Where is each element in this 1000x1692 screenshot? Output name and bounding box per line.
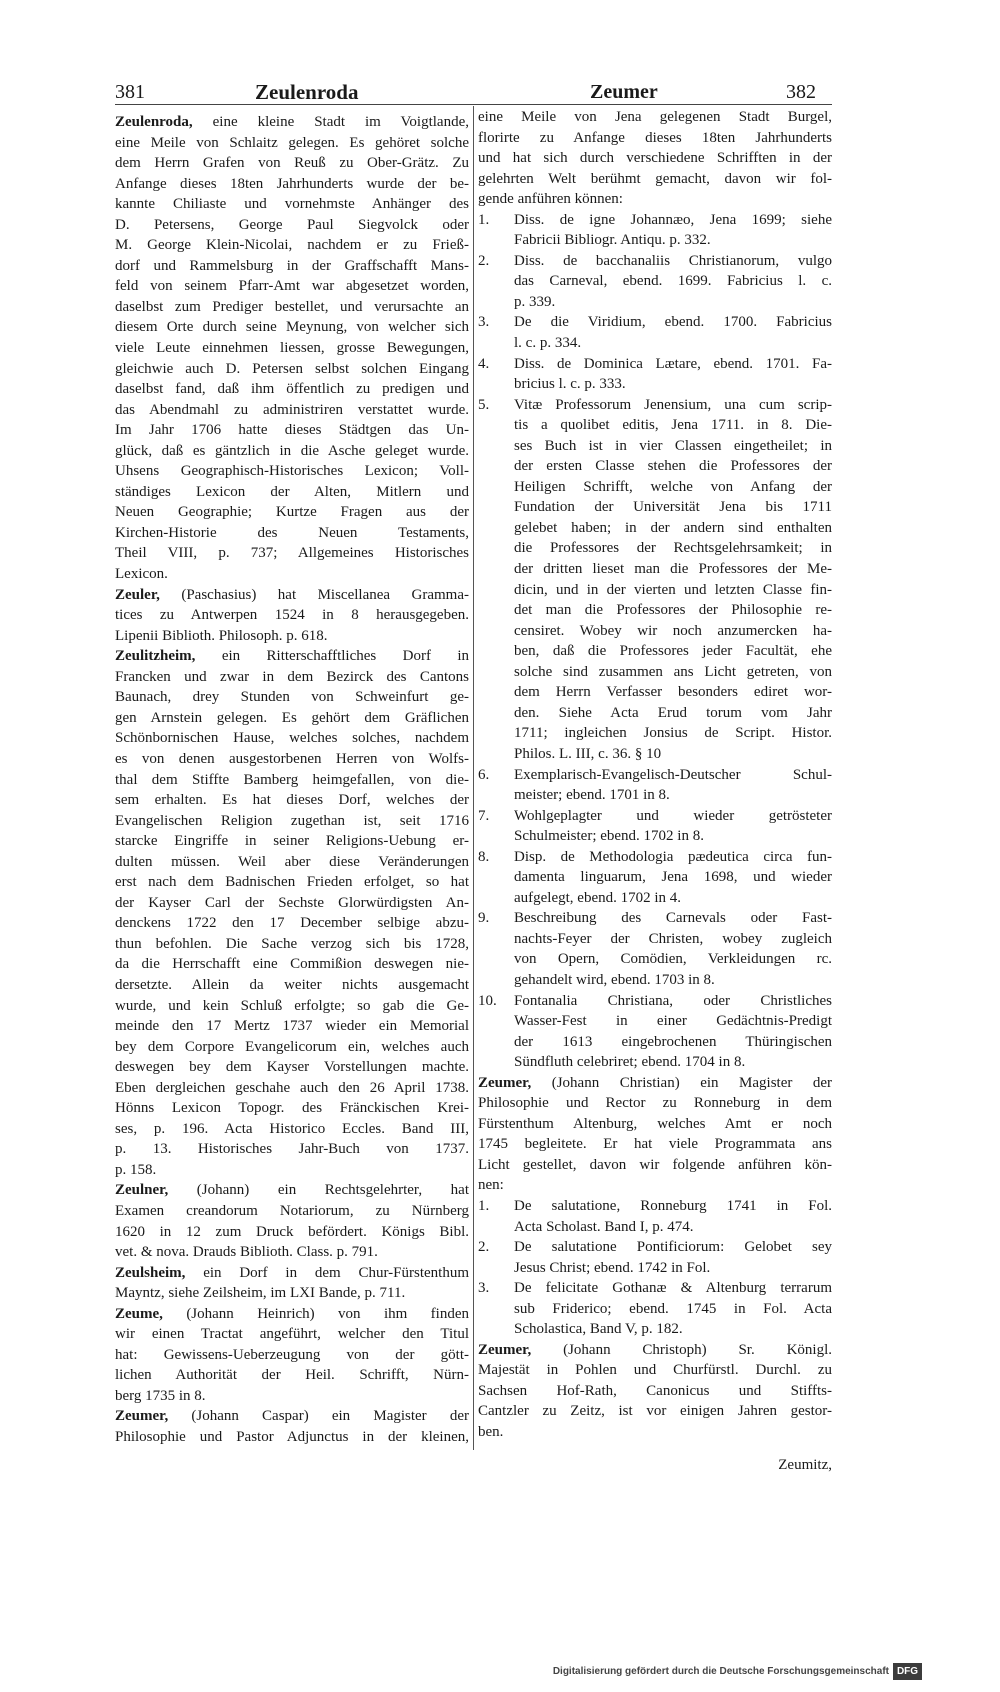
line-text: Lexicon. xyxy=(115,566,168,583)
text-line xyxy=(115,297,469,318)
text-line xyxy=(115,1119,469,1140)
line-text: Diss. de Dominica Lætare, ebend. 1701. Fa- xyxy=(514,355,832,372)
line-text: (Johann Heinrich) von ihm finden xyxy=(186,1305,469,1322)
dfg-logo-icon: DFG xyxy=(893,1663,922,1680)
list-number: 3. xyxy=(478,1280,490,1297)
line-text: Anfange dieses 18ten Jahrhunderts wurde der be- xyxy=(115,175,469,192)
text-line xyxy=(115,420,469,441)
line-text: kannte Chiliaste und vornehmste Anhänger des xyxy=(115,196,469,213)
text-line xyxy=(478,929,832,950)
line-text: p. 339. xyxy=(514,293,556,310)
line-text: Kirchen-Historie des Neuen Testaments, xyxy=(115,524,469,541)
text-line xyxy=(478,456,832,477)
text-line xyxy=(115,276,469,297)
text-line xyxy=(478,600,832,621)
line-text: eine Meile von Jena gelegenen Stadt Burgel, xyxy=(478,109,832,125)
line-text: denckens 1722 den 17 December selbige abzu- xyxy=(115,915,469,932)
entry-headword: Zeuler, xyxy=(115,586,160,603)
text-line xyxy=(115,215,469,236)
line-text: dem Herrn Grafen von Reuß zu Ober-Grätz. Zu xyxy=(115,155,469,172)
text-line xyxy=(115,543,469,564)
line-text: Beschreibung des Carnevals oder Fast- xyxy=(514,910,832,927)
text-line xyxy=(478,1360,832,1381)
text-line xyxy=(478,806,832,827)
text-line xyxy=(115,811,469,832)
line-text: sem erhalten. Es hat dieses Dorf, welches der xyxy=(115,792,469,809)
line-text: tis a quolibet editis, Jena 1711. in 8. Die- xyxy=(514,417,832,434)
line-text: Wasser-Fest in einer Gedächtnis-Predigt xyxy=(514,1013,832,1030)
text-line xyxy=(478,949,832,970)
text-line xyxy=(478,1114,832,1135)
line-text: Examen creandorum Notariorum, zu Nürnberg xyxy=(115,1202,469,1219)
line-text: solche sind zusammen ans Licht getreten, von xyxy=(514,663,832,680)
text-line xyxy=(115,708,469,729)
line-text: Acta Scholast. Band I, p. 474. xyxy=(514,1218,694,1235)
text-line xyxy=(478,703,832,724)
right-column xyxy=(478,107,832,1443)
text-line xyxy=(115,400,469,421)
line-text: dulten müssen. Weil aber diese Veränderungen xyxy=(115,853,469,870)
line-text: das Abendmahl zu administriren verstattet wurde. xyxy=(115,401,469,418)
line-text: eine Meile von Schlaitz gelegen. Es gehöret solche xyxy=(115,134,469,151)
text-line xyxy=(478,1401,832,1422)
line-text: gen Arnstein gelegen. Es gehört dem Gräflichen xyxy=(115,709,469,726)
line-text: D. Petersens, George Paul Siegvolck oder xyxy=(115,216,469,233)
text-line xyxy=(115,1345,469,1366)
entry-headword: Zeulitzheim, xyxy=(115,648,196,665)
line-text: Fundation der Universität Jena bis 1711 xyxy=(514,499,832,516)
text-line xyxy=(115,605,469,626)
text-line xyxy=(478,292,832,313)
line-text: damenta linguarum, Jena 1698, und wieder xyxy=(514,869,832,886)
text-line xyxy=(478,580,832,601)
running-head-right: Zeumer xyxy=(590,81,658,103)
text-line xyxy=(115,338,469,359)
list-number: 7. xyxy=(478,807,490,824)
text-line xyxy=(478,230,832,251)
line-text: ben, daß die Professores jeder Facultät, ehe xyxy=(514,643,832,660)
line-text: nachts-Feyer der Christen, wobey zugleich xyxy=(514,930,832,947)
line-text: Cantzler zu Zeitz, ist vor einigen Jahren gestor- xyxy=(478,1403,832,1420)
line-text: Diss. de igne Johannæo, Jena 1699; siehe xyxy=(514,211,832,228)
text-line xyxy=(115,1037,469,1058)
line-text: (Paschasius) hat Miscellanea Gramma- xyxy=(181,586,469,603)
line-text: Philos. L. III, c. 36. § 10 xyxy=(514,745,662,762)
text-line xyxy=(115,996,469,1017)
text-line xyxy=(478,497,832,518)
text-line xyxy=(115,482,469,503)
line-text: Lipenii Biblioth. Philosoph. p. 618. xyxy=(115,627,328,644)
line-text: De salutatione, Ronneburg 1741 in Fol. xyxy=(514,1197,832,1214)
line-text: ein Ritterschafftliches Dorf in xyxy=(221,648,469,665)
line-text: bey dem Corpore Evangelicorum ein, welches auch xyxy=(115,1038,469,1055)
text-line xyxy=(478,312,832,333)
line-text: und hat sich durch verschiedene Schrifften in der xyxy=(478,150,832,167)
line-text: sub Friderico; ebend. 1745 in Fol. Acta xyxy=(514,1300,832,1317)
line-text: meinde den 17 Mertz 1737 wieder ein Memorial xyxy=(115,1018,469,1035)
list-number: 5. xyxy=(478,396,490,413)
text-line xyxy=(478,1175,832,1196)
text-line xyxy=(115,461,469,482)
line-text: Neuen Geographie; Kurtze Fragen aus der xyxy=(115,504,469,521)
text-line xyxy=(478,1011,832,1032)
line-text: 1620 in 12 zum Druck befördert. Königs Bibl. xyxy=(115,1223,469,1240)
text-line xyxy=(115,852,469,873)
line-text: Philosophie und Pastor Adjunctus in der kleinen, xyxy=(115,1429,469,1445)
line-text: Licht gestellet, davon wir folgende anführen kön- xyxy=(478,1156,832,1173)
text-line xyxy=(115,523,469,544)
catchword: Zeumitz, xyxy=(778,1457,832,1473)
line-text: wir einen Tractat angeführt, welcher den Titul xyxy=(115,1326,469,1343)
line-text: censiret. Wobey wir noch anzumercken ha- xyxy=(514,622,832,639)
line-text: dorf und Rammelsburg in der Graffschafft Mans- xyxy=(115,257,469,274)
text-line xyxy=(115,1324,469,1345)
entry-headword: Zeulner, xyxy=(115,1182,169,1199)
text-line xyxy=(115,359,469,380)
line-text: daselbst zum Prediger bestellet, und verursachte an xyxy=(115,298,469,315)
text-line xyxy=(115,1283,469,1304)
line-text: Im Jahr 1706 hatte dieses Städtgen das Un- xyxy=(115,422,469,439)
text-line xyxy=(115,790,469,811)
entry-headword: Zeulsheim, xyxy=(115,1264,186,1281)
entry-start-line xyxy=(115,112,469,133)
line-text: dicin, und in der vierten und letzten Classe fin- xyxy=(514,581,832,598)
text-line xyxy=(478,1155,832,1176)
entry-start-line xyxy=(115,1263,469,1284)
column-divider xyxy=(473,106,474,1450)
list-number: 4. xyxy=(478,355,490,372)
text-line xyxy=(478,1381,832,1402)
page-number-left: 381 xyxy=(115,81,145,103)
line-text: der ersten Classe stehen die Professores der xyxy=(514,458,832,475)
line-text: Schulmeister; ebend. 1702 in 8. xyxy=(514,828,704,845)
line-text: starcke Eingriffe in seiner Religions-Uebung er- xyxy=(115,833,469,850)
text-line xyxy=(115,133,469,154)
text-line xyxy=(478,847,832,868)
line-text: (Johann Caspar) ein Magister der xyxy=(191,1408,469,1425)
line-text: der 1613 eingebrochenen Thüringischen xyxy=(514,1033,832,1050)
line-text: l. c. p. 334. xyxy=(514,335,582,352)
line-text: Schönbornischen Hause, welches solches, nachdem xyxy=(115,730,469,747)
text-line xyxy=(478,374,832,395)
list-number: 2. xyxy=(478,252,490,269)
text-line xyxy=(115,502,469,523)
line-text: den. Siehe Acta Erud torum vom Jahr xyxy=(514,704,832,721)
text-line xyxy=(478,765,832,786)
text-line xyxy=(478,169,832,190)
entry-headword: Zeumer, xyxy=(115,1408,169,1425)
line-text: vet. & nova. Drauds Biblioth. Class. p. 791. xyxy=(115,1244,378,1261)
text-line xyxy=(115,564,469,585)
line-text: 1745 begleitete. Er hat viele Programmata ans xyxy=(478,1136,832,1153)
line-text: von Opern, Comödien, Verkleidungen rc. xyxy=(514,951,832,968)
line-text: (Johann) ein Rechtsgelehrter, hat xyxy=(196,1182,469,1199)
text-line xyxy=(115,893,469,914)
text-line xyxy=(478,1422,832,1443)
line-text: Sachsen Hof-Rath, Canonicus und Stiffts- xyxy=(478,1382,832,1399)
line-text: ein Dorf in dem Chur-Fürstenthum xyxy=(203,1264,470,1281)
text-line xyxy=(115,317,469,338)
running-head-left: Zeulenroda xyxy=(255,80,359,104)
text-line xyxy=(115,1386,469,1407)
list-number: 1. xyxy=(478,1197,490,1214)
text-line xyxy=(115,975,469,996)
text-line xyxy=(478,538,832,559)
text-line xyxy=(478,210,832,231)
entry-headword: Zeume, xyxy=(115,1305,163,1322)
text-line xyxy=(478,1052,832,1073)
text-line xyxy=(115,1365,469,1386)
line-text: De die Viridium, ebend. 1700. Fabricius xyxy=(514,314,832,331)
text-line xyxy=(478,682,832,703)
line-text: Eben dergleichen geschahe auch den 26 April 1738. xyxy=(115,1079,469,1096)
text-line xyxy=(115,256,469,277)
line-text: Exemplarisch-Evangelisch-Deutscher Schul- xyxy=(514,766,832,783)
text-line xyxy=(478,908,832,929)
line-text: hat: Gewissens-Ueberzeugung von der gött- xyxy=(115,1346,469,1363)
line-text: Francken und zwar in dem Bezirck des Cantons xyxy=(115,668,469,685)
text-line xyxy=(478,1319,832,1340)
text-line xyxy=(115,1016,469,1037)
text-line xyxy=(115,913,469,934)
line-text: ständiges Lexicon der Alten, Mitlern und xyxy=(115,483,469,500)
list-number: 10. xyxy=(478,992,497,1009)
text-line xyxy=(478,970,832,991)
line-text: ses, p. 196. Acta Historico Eccles. Band III, xyxy=(115,1120,469,1137)
entry-headword: Zeumer, xyxy=(478,1074,532,1091)
text-line xyxy=(478,785,832,806)
line-text: p. 13. Historisches Jahr-Buch von 1737. xyxy=(115,1141,469,1158)
line-text: erst nach dem Badnischen Frieden erfolget, so hat xyxy=(115,874,469,891)
line-text: Evangelischen Religion zugethan ist, seit 1716 xyxy=(115,812,469,829)
text-line xyxy=(478,189,832,210)
line-text: Diss. de bacchanaliis Christianorum, vulgo xyxy=(514,252,832,269)
digitization-credit: Digitalisierung gefördert durch die Deutsche Forschungsgemeinschaft xyxy=(552,1666,889,1677)
text-line xyxy=(478,477,832,498)
line-text: Fürstenthum Altenburg, welches Amt er noch xyxy=(478,1115,832,1132)
text-line xyxy=(115,379,469,400)
line-text: Sündfluth celebriret; ebend. 1704 in 8. xyxy=(514,1054,746,1071)
text-line xyxy=(478,518,832,539)
line-text: gelebet haben; in der andern sind enthalten xyxy=(514,519,832,536)
entry-start-line xyxy=(115,585,469,606)
line-text: eine kleine Stadt im Voigtlande, xyxy=(212,114,469,130)
page-number-right: 382 xyxy=(786,81,816,103)
text-line xyxy=(478,333,832,354)
line-text: Disp. de Methodologia pædeutica circa fun- xyxy=(514,848,832,865)
line-text: der Kayser Carl der Sechste Glorwürdigsten An- xyxy=(115,894,469,911)
line-text: bricius l. c. p. 333. xyxy=(514,376,626,393)
text-line xyxy=(115,441,469,462)
line-text: gehandelt wird, ebend. 1703 in 8. xyxy=(514,971,715,988)
text-line xyxy=(478,991,832,1012)
text-line xyxy=(478,662,832,683)
entry-start-line xyxy=(115,646,469,667)
list-number: 1. xyxy=(478,211,490,228)
line-text: ben. xyxy=(478,1424,504,1440)
text-line xyxy=(478,1032,832,1053)
line-text: Uhsens Geographisch-Historisches Lexicon; Voll- xyxy=(115,463,469,480)
line-text: Baunach, drey Stunden von Schweinfurt ge- xyxy=(115,689,469,706)
text-line xyxy=(478,888,832,909)
line-text: berg 1735 in 8. xyxy=(115,1387,206,1404)
entry-start-line xyxy=(115,1304,469,1325)
text-line xyxy=(478,1237,832,1258)
line-text: Jesus Christ; ebend. 1742 in Fol. xyxy=(514,1259,711,1276)
line-text: M. George Klein-Nicolai, nachdem er zu Frieß- xyxy=(115,237,469,254)
entry-headword: Zeulenroda, xyxy=(115,114,193,130)
text-line xyxy=(478,1134,832,1155)
line-text: ses Buch ist in vier Classen eingetheilet; in xyxy=(514,437,832,454)
text-line xyxy=(478,1217,832,1238)
text-line xyxy=(478,744,832,765)
text-line xyxy=(478,436,832,457)
left-column xyxy=(115,112,469,1448)
entry-start-line xyxy=(478,1340,832,1361)
text-line xyxy=(478,271,832,292)
line-text: dersetzte. Allein da weiter nichts ausgemacht xyxy=(115,976,469,993)
entry-start-line xyxy=(115,1180,469,1201)
text-line xyxy=(478,415,832,436)
text-line xyxy=(478,1093,832,1114)
line-text: florirte zu Anfange dieses 18ten Jahrhunderts xyxy=(478,129,832,146)
line-text: diesem Orte durch seine Meynung, von welcher sich xyxy=(115,319,469,336)
line-text: gleichwie auch D. Petersen selbst solchen Eingang xyxy=(115,360,469,377)
text-line xyxy=(478,723,832,744)
line-text: (Johann Christian) ein Magister der xyxy=(551,1074,833,1091)
line-text: wurde, und kein Schluß erfolgte; so gab die Ge- xyxy=(115,997,469,1014)
text-line xyxy=(115,831,469,852)
list-number: 6. xyxy=(478,766,490,783)
text-line xyxy=(115,626,469,647)
text-line xyxy=(115,1201,469,1222)
text-line xyxy=(478,107,832,128)
text-line xyxy=(115,667,469,688)
text-line xyxy=(115,934,469,955)
text-line xyxy=(115,1222,469,1243)
text-line xyxy=(115,194,469,215)
text-line xyxy=(478,826,832,847)
text-line xyxy=(115,1427,469,1448)
entry-start-line xyxy=(115,1406,469,1427)
line-text: Wohlgeplagter und wieder getrösteter xyxy=(514,807,832,824)
line-text: gelehrten Welt berühmt gemacht, davon wir fol- xyxy=(478,170,832,187)
line-text: Philosophie und Rector zu Ronneburg in dem xyxy=(478,1095,832,1112)
line-text: Fontanalia Christiana, oder Christliches xyxy=(514,992,832,1009)
line-text: dem Herrn Verfasser besonders ediret wor- xyxy=(514,684,832,701)
text-line xyxy=(115,1057,469,1078)
line-text: es von denen ausgestorbenen Herren von Wolfs- xyxy=(115,750,469,767)
text-line xyxy=(478,1258,832,1279)
text-line xyxy=(115,174,469,195)
text-line xyxy=(115,770,469,791)
list-number: 8. xyxy=(478,848,490,865)
text-line xyxy=(478,354,832,375)
text-line xyxy=(115,1160,469,1181)
line-text: thal dem Stiffte Bamberg heimgefallen, von die- xyxy=(115,771,469,788)
text-line xyxy=(115,1078,469,1099)
line-text: deswegen bey dem Kayser Vorstellungen machte. xyxy=(115,1059,469,1076)
text-line xyxy=(115,1242,469,1263)
line-text: da die Herrschafft eine Commißion deswegen nie- xyxy=(115,956,469,973)
text-line xyxy=(478,1299,832,1320)
text-line xyxy=(478,621,832,642)
line-text: das Carneval, ebend. 1699. Fabricius l. c. xyxy=(514,273,832,290)
line-text: det man die Professores der Philosophie re- xyxy=(514,602,832,619)
text-line xyxy=(478,148,832,169)
text-line xyxy=(478,641,832,662)
text-line xyxy=(478,251,832,272)
line-text: der dritten lieset man die Professores der Me- xyxy=(514,561,832,578)
text-line xyxy=(115,749,469,770)
line-text: De felicitate Gothanæ & Altenburg terrarum xyxy=(514,1280,832,1297)
text-line xyxy=(115,687,469,708)
line-text: Majestät in Pohlen und Churfürstl. Durchl. zu xyxy=(478,1362,832,1379)
line-text: feld von seinem Pfarr-Amt war abgesetzet worden, xyxy=(115,278,469,295)
text-line xyxy=(115,1098,469,1119)
text-line xyxy=(478,1278,832,1299)
line-text: daselbst fand, daß ihm öffentlich zu predigen und xyxy=(115,381,469,398)
text-line xyxy=(478,128,832,149)
line-text: Scholastica, Band V, p. 182. xyxy=(514,1321,683,1338)
entry-start-line xyxy=(478,1073,832,1094)
line-text: Hönns Lexicon Topogr. des Fränckischen Krei- xyxy=(115,1100,469,1117)
line-text: viele Leute einnehmen liessen, grosse Bewegungen, xyxy=(115,340,469,357)
line-text: 1711; ingleichen Jonsius de Script. Histor. xyxy=(514,725,832,742)
text-line xyxy=(478,559,832,580)
text-line xyxy=(115,153,469,174)
line-text: Vitæ Professorum Jenensium, una cum scrip- xyxy=(514,396,832,413)
list-number: 9. xyxy=(478,910,490,927)
text-line xyxy=(115,728,469,749)
text-line xyxy=(478,867,832,888)
header-rule xyxy=(115,104,832,105)
line-text: meister; ebend. 1701 in 8. xyxy=(514,787,670,804)
list-number: 3. xyxy=(478,314,490,331)
text-line xyxy=(115,1139,469,1160)
line-text: thun befohlen. Die Sache verzog sich bis 1728, xyxy=(115,935,469,952)
text-line xyxy=(478,395,832,416)
line-text: De salutatione Pontificiorum: Gelobet sey xyxy=(514,1239,832,1256)
line-text: tices zu Antwerpen 1524 in 8 herausgegeben. xyxy=(115,607,469,624)
line-text: Theil VIII, p. 737; Allgemeines Historisches xyxy=(115,545,469,562)
line-text: aufgelegt, ebend. 1702 in 4. xyxy=(514,889,682,906)
text-line xyxy=(115,954,469,975)
entry-headword: Zeumer, xyxy=(478,1341,532,1358)
line-text: p. 158. xyxy=(115,1161,157,1178)
list-number: 2. xyxy=(478,1239,490,1256)
line-text: Mayntz, siehe Zeilsheim, im LXI Bande, p. 711. xyxy=(115,1285,406,1302)
line-text: Heiligen Schrifft, welche von Anfang der xyxy=(514,478,832,495)
line-text: nen: xyxy=(478,1177,504,1194)
line-text: die Professores der Rechtsgelehrsamkeit; in xyxy=(514,540,832,557)
text-line xyxy=(115,872,469,893)
line-text: lichen Authorität der Heil. Schrifft, Nürn- xyxy=(115,1367,469,1384)
text-line xyxy=(115,235,469,256)
line-text: Fabricii Bibliogr. Antiqu. p. 332. xyxy=(514,232,711,249)
line-text: glück, daß es gäntzlich in die Asche geleget wurde. xyxy=(115,442,469,459)
line-text: gende anführen können: xyxy=(478,191,623,208)
text-line xyxy=(478,1196,832,1217)
line-text: (Johann Christoph) Sr. Königl. xyxy=(563,1341,833,1358)
